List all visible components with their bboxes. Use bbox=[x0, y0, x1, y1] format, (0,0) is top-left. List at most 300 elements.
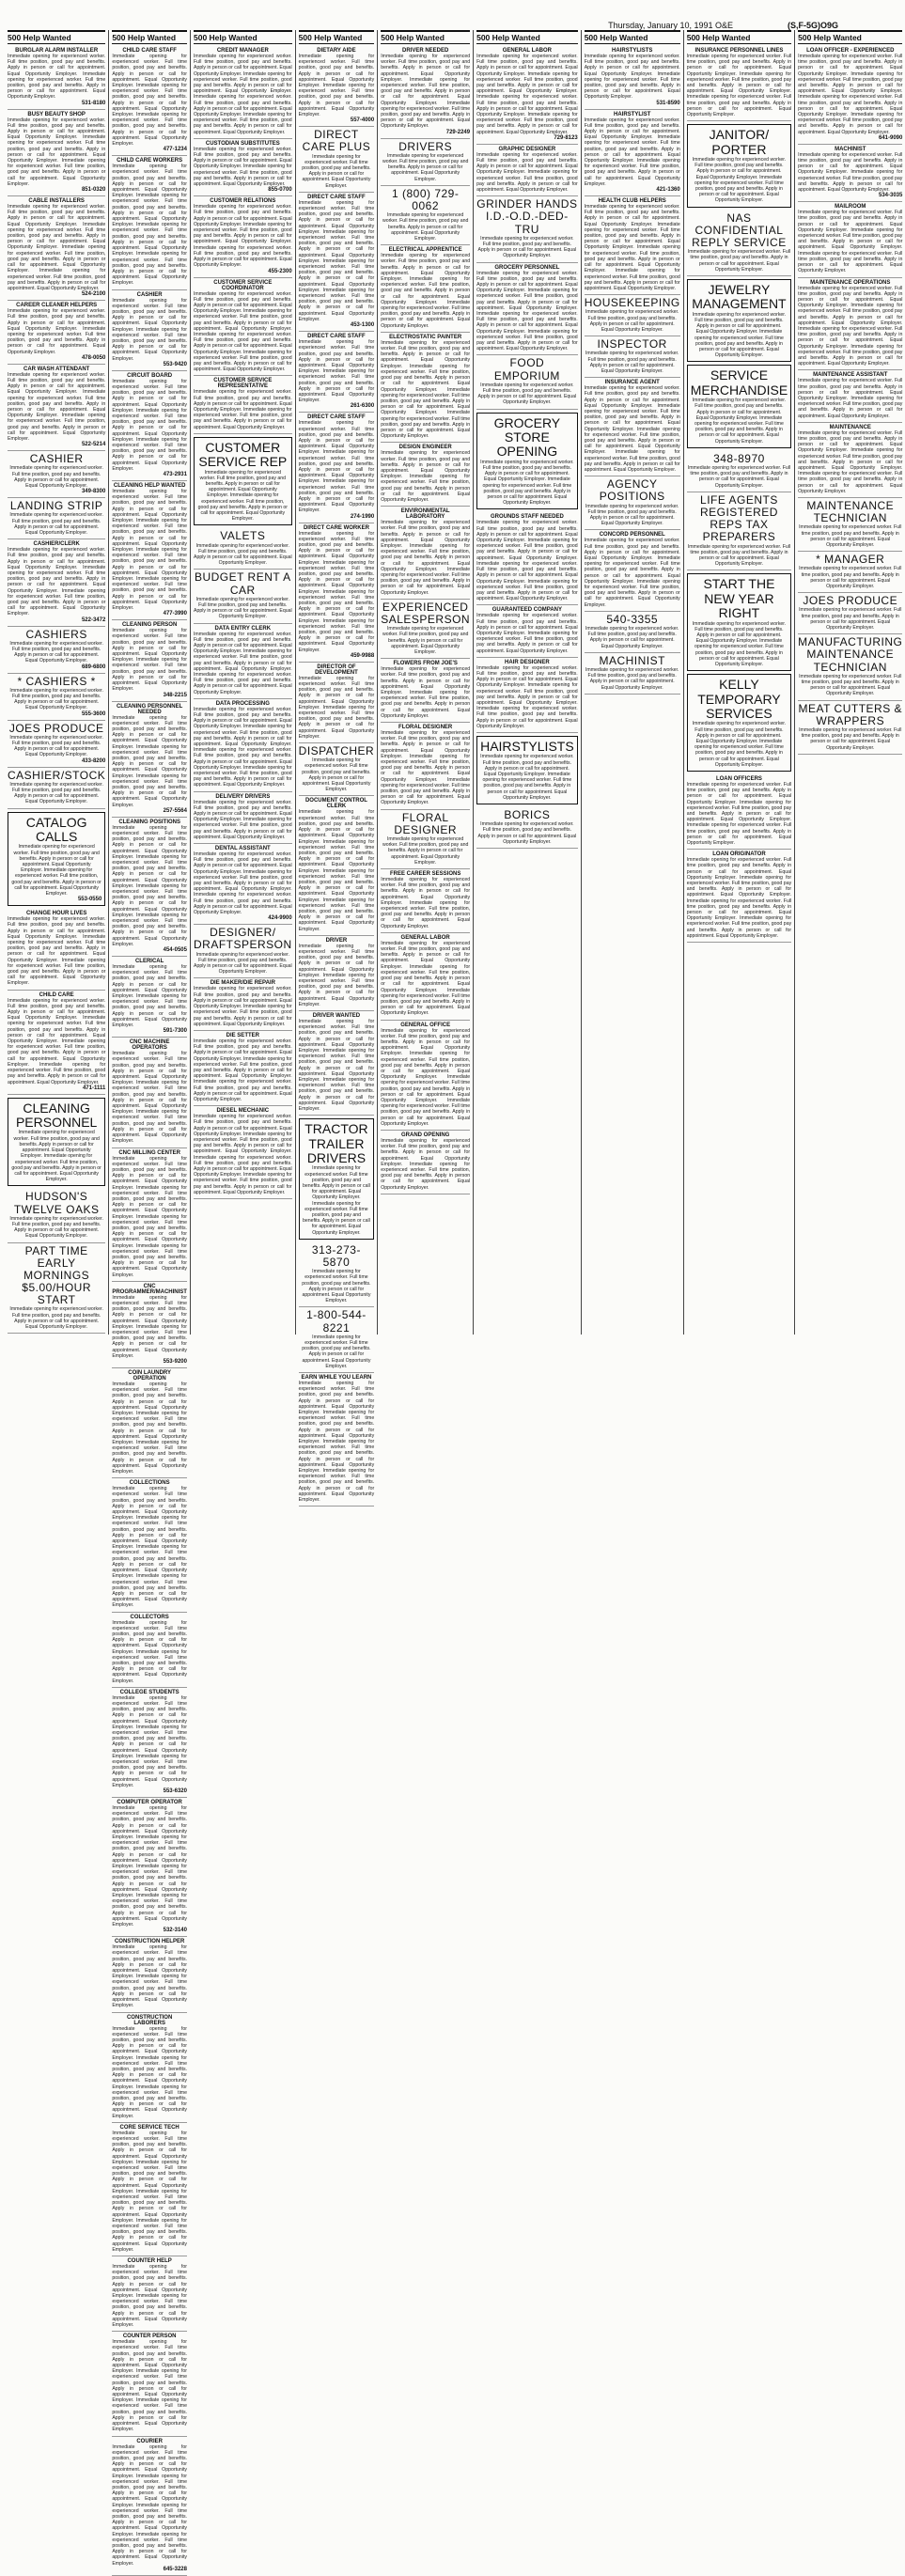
classified-ad bbox=[381, 723, 470, 810]
ad-body-text: Immediate opening for experienced worker. Full time position, good pay and benefits. Apply in person or call for appointment. Equal Opportunity Employer. Immediate opening for experienced worker. Full time position, good pay and benefits. Apply in person or call for appointment. Equal Opportunity Employer. bbox=[692, 721, 787, 768]
ad-body-text: Immediate opening for experienced worker. Full time position, good pay and benefits. Apply in person or call for appointment. Equal Opportunity Employer. Immediate opening for experienced worker. Full time position, good pay and benefits. Apply in person or call for appointment. Equal Opportunity Employer. Immediate opening for experienced worker. Full time position, good pay and benefits. Apply in person or call for appointment. Equal Opportunity Employer. Immediate opening for experienced worker. Full time position, good pay and benefits. Apply in person or call for appointment. Equal Opportunity Employer. bbox=[193, 706, 292, 788]
ad-heading: COLLEGE STUDENTS bbox=[119, 1689, 179, 1695]
ad-body-text: Immediate opening for experienced worker. Full time position, good pay and benefits. Apply in person or call for appointment. Equal Opportunity Employer. Immediate opening for experienced worker. Full time position, good pay and benefits. Apply in person or call for appointment. Equal Opportunity Employer. bbox=[112, 1619, 187, 1684]
ad-heading: DELIVERY DRIVERS bbox=[215, 793, 271, 800]
ad-body-text: Immediate opening for experienced worker. Full time position, good pay and benefits. Apply in person or call for appointment. Equal Opportunity Employer. Immediate opening for experienced worker. Full time position, good pay and benefits. Apply in person or call for appointment. Equal Opportunity Employer. Immediate opening for experienced worker. Full time position, good pay and benefits. Apply in person or call for appointment. Equal Opportunity Employer. Immediate opening for experienced worker. Full time position, good pay and benefits. Apply in person or call for appointment. Equal Opportunity Employer. bbox=[112, 824, 187, 947]
ad-heading: DIRECT CARE STAFF bbox=[307, 414, 366, 421]
ad-heading: MAINTENANCE TECHNICIAN bbox=[806, 499, 895, 525]
ad-body-text: Immediate opening for experienced worker. Full time position, good pay and benefits. Apply in person or call for appointment. Equal Opportunity Employer. Immediate opening for experienced worker. Full time position, good pay and benefits. Apply in person or call for appointment. Equal Opportunity Employer. bbox=[112, 964, 187, 1029]
classified-ad bbox=[299, 193, 375, 332]
ad-heading: INSPECTOR bbox=[597, 337, 667, 351]
ad-body-text: Immediate opening for experienced worker. Full time position, good pay and benefits. Apply in person or call for appointment. Equal Opportunity Employer. Immediate opening for experienced worker. Full time position, good pay and benefits. Apply in person or call for appointment. Equal Opportunity Employer. bbox=[8, 54, 106, 101]
ad-body-text: Immediate opening for experienced worker. Full time position, good pay and benefits. Apply in person or call for appointment. Equal Opportunity Employer. bbox=[382, 626, 469, 655]
classified-ad bbox=[194, 925, 292, 978]
ad-heading: HAIR DESIGNER bbox=[505, 659, 550, 665]
ad-phone: 689-6800 bbox=[81, 664, 106, 670]
ad-heading: CUSTOMER SERVICE REPRESENTATIVE bbox=[213, 378, 273, 390]
ad-body-text: Immediate opening for experienced worker. Full time position, good pay and benefits. Apply in person or call for appointment. Equal Opportunity Employer. bbox=[477, 382, 577, 406]
ad-heading: BORICS bbox=[504, 807, 551, 821]
ad-heading: COLLECTIONS bbox=[129, 1480, 170, 1487]
ad-heading: PART TIME EARLY MORNINGS $5.00/HOUR START bbox=[22, 1243, 91, 1307]
classified-ad bbox=[8, 768, 105, 809]
ad-body-text: Immediate opening for experienced worker. Full time position, good pay and benefits. Apply in person or call for appointment. Equal Opportunity Employer. Immediate opening for experienced worker. Full time position, good pay and benefits. Apply in person or call for appointment. Equal Opportunity Employer. bbox=[193, 146, 292, 188]
ad-heading: DIE MAKER/DIE REPAIR bbox=[210, 980, 275, 987]
ad-body-text: Immediate opening for experienced worker. Full time position, good pay and benefits. Apply in person or call for appointment. Equal Opportunity Employer. Immediate opening for experienced worker. Full time position, good pay and benefits. Apply in person or call for appointment. Equal Opportunity Employer. Immediate opening for experienced worker. Full time position, good pay and benefits. Apply in person or call for appointment. Equal Opportunity Employer. bbox=[381, 940, 471, 1017]
classified-ad bbox=[299, 1373, 375, 1507]
ad-heading: MAINTENANCE bbox=[829, 424, 871, 430]
ad-body-text: Immediate opening for experienced worker. Full time position, good pay and benefits. Apply in person or call for appointment. Equal Opportunity Employer. bbox=[193, 596, 292, 620]
ad-body-text: Immediate opening for experienced worker. Full time position, good pay and benefits. Apply in person or call for appointment. Equal Opportunity Employer. Immediate opening for experienced worker. Full time position, good pay and benefits. Apply in person or call for appointment. Equal Opportunity Employer. bbox=[798, 151, 903, 194]
ad-body-text: Immediate opening for experienced worker. Full time position, good pay and benefits. Apply in person or call for appointment. Equal Opportunity Employer. Immediate opening for experienced worker. Full time position, good pay and benefits. Apply in person or call for appointment. Equal Opportunity Employer. bbox=[303, 1165, 370, 1236]
ad-heading: MACHINIST bbox=[835, 146, 866, 152]
ad-body-text: Immediate opening for experienced worker. Full time position, good pay and benefits. Apply in person or call for appointment. Equal Opportunity Employer. Immediate opening for experienced worker. Full time position, good pay and benefits. Apply in person or call for appointment. Equal Opportunity Employer. Immediate opening for experienced worker. Full time position, good pay and benefits. Apply in person or call for appointment. Equal Opportunity Employer. Immediate opening for experienced worker. Full time position, good pay and benefits. Apply in person or call for appointment. Equal Opportunity Employer. bbox=[686, 857, 792, 939]
ad-phone: 524-2100 bbox=[81, 291, 106, 298]
ad-heading: 1 (800) 729-0062 bbox=[391, 186, 460, 213]
ad-body-text: Immediate opening for experienced worker. Full time position, good pay and benefits. Apply in person or call for appointment. Equal Opportunity Employer. bbox=[799, 566, 902, 589]
ad-heading: KELLY TEMPORARY SERVICES bbox=[697, 677, 781, 721]
ad-body-text: Immediate opening for experienced worker. Full time position, good pay and benefits. Apply in person or call for appointment. Equal Opportunity Employer. Immediate opening for experienced worker. Full time position, good pay and benefits. Apply in person or call for appointment. Equal Opportunity Employer. Immediate opening for experienced worker. Full time position, good pay and benefits. Apply in person or call for appointment. Equal Opportunity Employer. Immediate opening for experienced worker. Full time position, good pay and benefits. Apply in person or call for appointment. Equal Opportunity Employer. bbox=[193, 290, 292, 373]
ad-heading: HAIRSTYLISTS bbox=[480, 738, 574, 754]
ad-body-text: Immediate opening for experienced worker. Full time position, good pay and benefits. Apply in person or call for appointment. Equal Opportunity Employer. bbox=[799, 726, 902, 751]
ad-heading: CIRCUIT BOARD bbox=[127, 372, 173, 379]
ad-column-2 bbox=[108, 30, 190, 2572]
classified-ad bbox=[194, 699, 292, 792]
classified-ad bbox=[8, 498, 105, 539]
ad-body-text: Immediate opening for experienced worker. Full time position, good pay and benefits. Apply in person or call for appointment. Equal Opportunity Employer. Immediate opening for experienced worker. Full time position, good pay and benefits. Apply in person or call for appointment. Equal Opportunity Employer. bbox=[298, 54, 375, 118]
ad-phone: 641-9090 bbox=[878, 134, 903, 141]
classified-ad bbox=[112, 1148, 187, 1282]
classified-ad bbox=[798, 278, 902, 371]
classified-ad bbox=[299, 1011, 375, 1116]
ad-heading: CNC MILLING CENTER bbox=[118, 1149, 180, 1156]
ad-phone: 421-1360 bbox=[656, 187, 680, 194]
ad-body-text: Immediate opening for experienced worker. Full time position, good pay and benefits. Apply in person or call for appointment. Equal Opportunity Employer. Immediate opening for experienced worker. Full time position, good pay and benefits. Apply in person or call for appointment. Equal Opportunity Employer. bbox=[112, 1944, 187, 2009]
ad-heading: LOAN ORIGINATOR bbox=[712, 851, 766, 858]
ad-heading: CREDIT MANAGER bbox=[216, 48, 269, 54]
ad-phone: 531-8180 bbox=[81, 100, 106, 106]
classified-ad bbox=[8, 627, 105, 674]
classified-ad bbox=[585, 612, 680, 653]
classified-ad bbox=[8, 365, 105, 451]
ad-body-text: Immediate opening for experienced worker. Full time position, good pay and benefits. Apply in person or call for appointment. Equal Opportunity Employer. Immediate opening for experienced worker. Full time position, good pay and benefits. Apply in person or call for appointment. Equal Opportunity Employer. bbox=[193, 389, 292, 430]
ad-body-text: Immediate opening for experienced worker. Full time position, good pay and benefits. Apply in person or call for appointment. Equal Opportunity Employer. Immediate opening for experienced worker. Full time position, good pay and benefits. Apply in person or call for appointment. Equal Opportunity Employer. Immediate opening for experienced worker. Full time position, good pay and benefits. Apply in person or call for appointment. Equal Opportunity Employer. Immediate opening for experienced worker. Full time position, good pay and benefits. Apply in person or call for appointment. Equal Opportunity Employer. bbox=[798, 54, 903, 135]
ad-body-text: Immediate opening for experienced worker. Full time position, good pay and benefits. Apply in person or call for appointment. Equal Opportunity Employer. bbox=[585, 309, 679, 333]
ad-heading: CHILD CARE STAFF bbox=[122, 48, 177, 54]
ad-heading: COUNTER HELP bbox=[127, 2258, 172, 2265]
classified-ad bbox=[381, 869, 470, 933]
classified-ad bbox=[798, 423, 902, 498]
ad-body-text: Immediate opening for experienced worker. Full time position, good pay and benefits. Apply in person or call for appointment. Equal Opportunity Employer. Immediate opening for experienced worker. Full time position, good pay and benefits. Apply in person or call for appointment. Equal Opportunity Employer. Immediate opening for experienced worker. Full time position, good pay and benefits. Apply in person or call for appointment. Equal Opportunity Employer. Immediate opening for experienced worker. Full time position, good pay and benefits. Apply in person or call for appointment. Equal Opportunity Employer. bbox=[112, 1155, 187, 1278]
ad-body-text: Immediate opening for experienced worker. Full time position, good pay and benefits. Apply in person or call for appointment. Equal Opportunity Employer. Immediate opening for experienced worker. Full time position, good pay and benefits. Apply in person or call for appointment. Equal Opportunity Employer. bbox=[112, 628, 187, 693]
classified-ad bbox=[112, 1368, 187, 1478]
classified-ad bbox=[687, 451, 791, 492]
ad-heading: DRIVERS bbox=[398, 139, 453, 153]
ad-column-5 bbox=[377, 30, 473, 1335]
classified-ad bbox=[299, 127, 375, 193]
classified-ad bbox=[585, 46, 680, 110]
ad-heading: JEWELRY MANAGEMENT bbox=[692, 282, 787, 312]
classified-ad bbox=[299, 936, 375, 1011]
ad-body-text: Immediate opening for experienced worker. Full time position, good pay and benefits. Apply in person or call for appointment. Equal Opportunity Employer. Immediate opening for experienced worker. Full time position, good pay and benefits. Apply in person or call for appointment. Equal Opportunity Employer. Immediate opening for experienced worker. Full time position, good pay and benefits. Apply in person or call for appointment. Equal Opportunity Employer. Immediate opening for experienced worker. Full time position, good pay and benefits. Apply in person or call for appointment. Equal Opportunity Employer. bbox=[112, 2130, 187, 2253]
ad-heading: CASHIERS bbox=[25, 627, 87, 641]
ad-heading: FLORAL DESIGNER bbox=[398, 725, 453, 731]
ad-phone: 453-1300 bbox=[350, 322, 375, 329]
ad-body-text: Immediate opening for experienced worker. Full time position, good pay and benefits. Apply in person or call for appointment. Equal Opportunity Employer. Immediate opening for experienced worker. Full time position, good pay and benefits. Apply in person or call for appointment. Equal Opportunity Employer. bbox=[381, 450, 471, 503]
column-heading: 500 Help Wanted bbox=[299, 30, 375, 44]
classified-ad bbox=[476, 736, 578, 804]
ad-heading: JOES PRODUCE bbox=[803, 594, 898, 608]
classified-ad bbox=[299, 796, 375, 935]
ad-body-text: Immediate opening for experienced worker. Full time position, good pay and benefits. Apply in person or call for appointment. Equal Opportunity Employer. bbox=[585, 666, 679, 691]
ad-body-text: Immediate opening for experienced worker. Full time position, good pay and benefits. Apply in person or call for appointment. Equal Opportunity Employer. Immediate opening for experienced worker. Full time position, good pay and benefits. Apply in person or call for appointment. Equal Opportunity Employer. Immediate opening for experienced worker. Full time position, good pay and benefits. Apply in person or call for appointment. Equal Opportunity Employer. bbox=[798, 210, 903, 274]
column-heading: 500 Help Wanted bbox=[8, 30, 105, 44]
ad-heading: COMPUTER OPERATOR bbox=[117, 1800, 182, 1805]
classified-ad bbox=[194, 139, 292, 196]
ad-phone: 454-0505 bbox=[163, 947, 187, 954]
ad-body-text: Immediate opening for experienced worker. Full time position, good pay and benefits. Apply in person or call for appointment. Equal Opportunity Employer. Immediate opening for experienced worker. Full time position, good pay and benefits. Apply in person or call for appointment. Equal Opportunity Employer. Immediate opening for experienced worker. Full time position, good pay and benefits. Apply in person or call for appointment. Equal Opportunity Employer. bbox=[112, 1051, 187, 1145]
classified-ad bbox=[112, 2013, 187, 2123]
ad-body-text: Immediate opening for experienced worker. Full time position, good pay and benefits. Apply in person or call for appointment. Equal Opportunity Employer. Immediate opening for experienced worker. Full time position, good pay and benefits. Apply in person or call for appointment. Equal Opportunity Employer. bbox=[8, 308, 106, 355]
ad-heading: MEAT CUTTERS & WRAPPERS bbox=[798, 701, 903, 727]
ad-body-text: Immediate opening for experienced worker. Full time position, good pay and benefits. Apply in person or call for appointment. Equal Opportunity Employer. Immediate opening for experienced worker. Full time position, good pay and benefits. Apply in person or call for appointment. Equal Opportunity Employer. bbox=[112, 1294, 187, 1359]
ad-body-text: Immediate opening for experienced worker. Full time position, good pay and benefits. Apply in person or call for appointment. Equal Opportunity Employer. bbox=[9, 687, 103, 711]
ad-body-text: Immediate opening for experienced worker. Full time position, good pay and benefits. Apply in person or call for appointment. Equal Opportunity Employer. Immediate opening for experienced worker. Full time position, good pay and benefits. Apply in person or call for appointment. Equal Opportunity Employer. bbox=[193, 986, 292, 1027]
classified-ad bbox=[8, 674, 105, 721]
ad-heading: ENVIRONMENTAL LABORATORY bbox=[400, 508, 450, 521]
ad-heading: MAINTENANCE ASSISTANT bbox=[813, 372, 888, 379]
ad-body-text: Immediate opening for experienced worker. Full time position, good pay and benefits. Apply in person or call for appointment. Equal Opportunity Employer. Immediate opening for experienced worker. Full time position, good pay and benefits. Apply in person or call for appointment. Equal Opportunity Employer. bbox=[480, 459, 574, 507]
classified-ad bbox=[194, 278, 292, 377]
classified-ad bbox=[112, 1688, 187, 1798]
ad-body-text: Immediate opening for experienced worker. Full time position, good pay and benefits. Apply in person or call for appointment. Equal Opportunity Employer. Immediate opening for experienced worker. Full time position, good pay and benefits. Apply in person or call for appointment. Equal Opportunity Employer. Immediate opening for experienced worker. Full time position, good pay and benefits. Apply in person or call for appointment. Equal Opportunity Employer. Immediate opening for experienced worker. Full time position, good pay and benefits. Apply in person or call for appointment. Equal Opportunity Employer. bbox=[584, 385, 680, 473]
ad-heading: * MANAGER bbox=[816, 553, 885, 567]
ad-heading: CAR WASH ATTENDANT bbox=[23, 366, 90, 372]
ad-heading: DRIVER bbox=[325, 937, 348, 944]
ad-heading: DIE SETTER bbox=[226, 1032, 259, 1038]
ad-body-text: Immediate opening for experienced worker. Full time position, good pay and benefits. Apply in person or call for appointment. Equal Opportunity Employer. Immediate opening for experienced worker. Full time position, good pay and benefits. Apply in person or call for appointment. Equal Opportunity Employer. Immediate opening for experienced worker. Full time position, good pay and benefits. Apply in person or call for appointment. Equal Opportunity Employer. bbox=[8, 547, 106, 617]
classified-ad bbox=[381, 507, 470, 600]
ad-body-text: Immediate opening for experienced worker. Full time position, good pay and benefits. Apply in person or call for appointment. Equal Opportunity Employer. Immediate opening for experienced worker. Full time position, good pay and benefits. Apply in person or call for appointment. Equal Opportunity Employer. Immediate opening for experienced worker. Full time position, good pay and benefits. Apply in person or call for appointment. Equal Opportunity Employer. bbox=[381, 730, 471, 806]
ad-heading: GRAND OPENING bbox=[400, 1132, 450, 1138]
ad-phone: 477-3990 bbox=[163, 611, 187, 617]
ad-column-8 bbox=[683, 30, 794, 1335]
ad-heading: HEALTH CLUB HELPERS bbox=[598, 198, 666, 205]
ad-heading: CASHIER bbox=[29, 452, 84, 466]
ad-body-text: Immediate opening for experienced worker. Full time position, good pay and benefits. Apply in person or call for appointment. Equal Opportunity Employer. Immediate opening for experienced worker. Full time position, good pay and benefits. Apply in person or call for appointment. Equal Opportunity Employer. Immediate opening for experienced worker. Full time position, good pay and benefits. Apply in person or call for appointment. Equal Opportunity Employer. bbox=[8, 371, 106, 442]
ad-body-text: Immediate opening for experienced worker. Full time position, good pay and benefits. Apply in person or call for appointment. Equal Opportunity Employer. Immediate opening for experienced worker. Full time position, good pay and benefits. Apply in person or call for appointment. Equal Opportunity Employer. bbox=[381, 666, 471, 719]
ad-column-6 bbox=[473, 30, 581, 1335]
classified-ad bbox=[381, 600, 470, 659]
ad-body-text: Immediate opening for experienced worker. Full time position, good pay and benefits. Apply in person or call for appointment. Equal Opportunity Employer. bbox=[585, 503, 679, 527]
ad-phone: 553-9200 bbox=[163, 1359, 187, 1365]
classified-ad bbox=[798, 593, 902, 634]
classified-ad bbox=[476, 512, 578, 605]
ad-heading: DIESEL MECHANIC bbox=[216, 1108, 270, 1115]
columns-container bbox=[5, 30, 903, 2572]
classified-ad bbox=[8, 1098, 105, 1187]
ad-heading: DATA PROCESSING bbox=[215, 700, 270, 707]
ad-body-text: Immediate opening for experienced worker. Full time position, good pay and benefits. Apply in person or call for appointment. Equal Opportunity Employer. bbox=[193, 951, 292, 976]
ad-heading: DRIVER NEEDED bbox=[401, 48, 449, 54]
classified-ad bbox=[194, 46, 292, 139]
ad-phone: 553-6320 bbox=[163, 1788, 187, 1794]
classified-ad bbox=[476, 145, 578, 196]
classified-ad bbox=[299, 743, 375, 796]
ad-heading: 1-800-544-8221 bbox=[306, 1308, 367, 1335]
ad-heading: HOUSEKEEPING bbox=[584, 296, 680, 310]
classified-ad bbox=[194, 376, 292, 433]
classified-ad bbox=[112, 1282, 187, 1368]
ad-phone: 471-1111 bbox=[82, 1085, 106, 1091]
classified-ad bbox=[194, 844, 292, 925]
ad-heading: CHILD CARE bbox=[39, 991, 74, 998]
classified-ad bbox=[687, 365, 791, 447]
ad-heading: DIRECT CARE WORKER bbox=[303, 524, 369, 531]
classified-ad bbox=[687, 492, 791, 571]
ad-body-text: Immediate opening for experienced worker. Full time position, good pay and benefits. Apply in person or call for appointment. Equal Opportunity Employer. Immediate opening for experienced worker. Full time position, good pay and benefits. Apply in person or call for appointment. Equal Opportunity Employer. Immediate opening for experienced worker. Full time position, good pay and benefits. Apply in person or call for appointment. Equal Opportunity Employer. bbox=[112, 2339, 187, 2433]
ad-body-text: Immediate opening for experienced worker. Full time position, good pay and benefits. Apply in person or call for appointment. Equal Opportunity Employer. Immediate opening for experienced worker. Full time position, good pay and benefits. Apply in person or call for appointment. Equal Opportunity Employer. Immediate opening for experienced worker. Full time position, good pay and benefits. Apply in person or call for appointment. Equal Opportunity Employer. bbox=[686, 781, 792, 847]
classified-ad bbox=[687, 573, 791, 671]
ad-phone: 348-2215 bbox=[163, 692, 187, 698]
classified-ad bbox=[112, 156, 187, 289]
classified-ad bbox=[476, 46, 578, 145]
classified-ad bbox=[381, 659, 470, 723]
ad-heading: CLEANING PERSONNEL NEEDED bbox=[116, 703, 183, 715]
ad-body-text: Immediate opening for experienced worker. Full time position, good pay and benefits. Apply in person or call for appointment. Equal Opportunity Employer. Immediate opening for experienced worker. Full time position, good pay and benefits. Apply in person or call for appointment. Equal Opportunity Employer. Immediate opening for experienced worker. Full time position, good pay and benefits. Apply in person or call for appointment. Equal Opportunity Employer. bbox=[381, 520, 471, 596]
ad-body-text: Immediate opening for experienced worker. Full time position, good pay and benefits. Apply in person or call for appointment. Equal Opportunity Employer. Immediate opening for experienced worker. Full time position, good pay and benefits. Apply in person or call for appointment. Equal Opportunity Employer. Immediate opening for experienced worker. Full time position, good pay and benefits. Apply in person or call for appointment. Equal Opportunity Employer. Immediate opening for experienced worker. Full time position, good pay and benefits. Apply in person or call for appointment. Equal Opportunity Employer. bbox=[476, 520, 578, 602]
ad-column-9 bbox=[794, 30, 905, 1335]
ad-phone: 553-0550 bbox=[77, 897, 102, 903]
classified-ad bbox=[585, 530, 680, 611]
ad-heading: CLEANING PERSON bbox=[121, 622, 178, 629]
classified-ad bbox=[112, 290, 187, 371]
ad-heading: CHILD CARE WORKERS bbox=[117, 158, 183, 164]
classified-ad bbox=[8, 812, 105, 907]
classified-ad bbox=[194, 624, 292, 699]
ad-heading: CONSTRUCTION HELPER bbox=[114, 1939, 185, 1945]
ad-body-text: Immediate opening for experienced worker. Full time position, good pay and benefits. Apply in person or call for appointment. Equal Opportunity Employer. Immediate opening for experienced worker. Full time position, good pay and benefits. Apply in person or call for appointment. Equal Opportunity Employer. bbox=[112, 2264, 187, 2329]
ad-body-text: Immediate opening for experienced worker. Full time position, good pay and benefits. Apply in person or call for appointment. Equal Opportunity Employer. Immediate opening for experienced worker. Full time position, good pay and benefits. Apply in person or call for appointment. Equal Opportunity Employer. bbox=[193, 799, 292, 840]
ad-heading: COIN LAUNDRY OPERATION bbox=[128, 1370, 172, 1382]
ad-heading: CORE SERVICE TECH bbox=[119, 2124, 179, 2131]
classified-ad bbox=[299, 523, 375, 663]
ad-body-text: Immediate opening for experienced worker. Full time position, good pay and benefits. Apply in person or call for appointment. Equal Opportunity Employer. bbox=[302, 757, 371, 793]
ad-heading: GROUNDS STAFF NEEDED bbox=[490, 514, 564, 521]
ad-body-text: Immediate opening for experienced worker. Full time position, good pay and benefits. Apply in person or call for appointment. Equal Opportunity Employer. bbox=[799, 524, 902, 548]
ad-heading: TRACTOR TRAILER DRIVERS bbox=[304, 1121, 368, 1166]
ad-heading: LANDING STRIP bbox=[9, 499, 103, 513]
ad-heading: MAILROOM bbox=[835, 204, 866, 211]
ad-body-text: Immediate opening for experienced worker. Full time position, good pay and benefits. Apply in person or call for appointment. Equal Opportunity Employer. Immediate opening for experienced worker. Full time position, good pay and benefits. Apply in person or call for appointment. Equal Opportunity Employer. Immediate opening for experienced worker. Full time position, good pay and benefits. Apply in person or call for appointment. Equal Opportunity Employer. Immediate opening for experienced worker. Full time position, good pay and benefits. Apply in person or call for appointment. Equal Opportunity Employer. bbox=[798, 285, 903, 367]
ad-body-text: Immediate opening for experienced worker. Full time position, good pay and benefits. Apply in person or call for appointment. Equal Opportunity Employer. bbox=[799, 607, 902, 631]
classified-ad bbox=[798, 634, 902, 700]
ad-heading: SERVICE MERCHANDISE bbox=[690, 367, 788, 398]
ad-heading: DRIVER WANTED bbox=[312, 1012, 361, 1019]
classified-ad bbox=[8, 1189, 105, 1242]
ad-heading: CAREER CLEANER HELPERS bbox=[16, 303, 98, 309]
classified-ad bbox=[112, 1038, 187, 1147]
classified-ad bbox=[381, 186, 470, 245]
classified-ad bbox=[112, 1937, 187, 2012]
classified-ad bbox=[112, 2437, 187, 2576]
ad-body-text: Immediate opening for experienced worker. Full time position, good pay and benefits. Apply in person or call for appointment. Equal Opportunity Employer. Immediate opening for experienced worker. Full time position, good pay and benefits. Apply in person or call for appointment. Equal Opportunity Employer. Immediate opening for experienced worker. Full time position, good pay and benefits. Apply in person or call for appointment. Equal Opportunity Employer. bbox=[193, 1038, 292, 1102]
classified-ad bbox=[112, 818, 187, 957]
ad-body-text: Immediate opening for experienced worker. Full time position, good pay and benefits. Apply in person or call for appointment. Equal Opportunity Employer. Immediate opening for experienced worker. Full time position, good pay and benefits. Apply in person or call for appointment. Equal Opportunity Employer. Immediate opening for experienced worker. Full time position, good pay and benefits. Apply in person or call for appointment. Equal Opportunity Employer. Immediate opening for experienced worker. Full time position, good pay and benefits. Apply in person or call for appointment. Equal Opportunity Employer. bbox=[381, 339, 471, 440]
ad-body-text: Immediate opening for experienced worker. Full time position, good pay and benefits. Apply in person or call for appointment. Equal Opportunity Employer. Immediate opening for experienced worker. Full time position, good pay and benefits. Apply in person or call for appointment. Equal Opportunity Employer. Immediate opening for experienced worker. Full time position, good pay and benefits. Apply in person or call for appointment. Equal Opportunity Employer. Immediate opening for experienced worker. Full time position, good pay and benefits. Apply in person or call for appointment. Equal Opportunity Employer. bbox=[381, 1027, 471, 1127]
ad-body-text: Immediate opening for experienced worker. Full time position, good pay and benefits. Apply in person or call for appointment. Equal Opportunity Employer. bbox=[477, 235, 577, 259]
ad-body-text: Immediate opening for experienced worker. Full time position, good pay and benefits. Apply in person or call for appointment. Equal Opportunity Employer. Immediate opening for experienced worker. Full time position, good pay and benefits. Apply in person or call for appointment. Equal Opportunity Employer. Immediate opening for experienced worker. Full time position, good pay and benefits. Apply in person or call for appointment. Equal Opportunity Employer. bbox=[112, 54, 187, 148]
ad-phone: 257-5564 bbox=[163, 807, 187, 814]
classified-ad bbox=[687, 774, 791, 850]
ad-heading: DISPATCHER bbox=[298, 744, 375, 758]
classified-ad bbox=[194, 1106, 292, 1199]
ad-heading: * CASHIERS * bbox=[17, 674, 96, 688]
ad-heading: LOAN OFFICER - EXPERIENCED bbox=[806, 48, 895, 54]
ad-body-text: Immediate opening for experienced worker. Full time position, good pay and benefits. Apply in person or call for appointment. Equal Opportunity Employer. bbox=[9, 734, 103, 758]
ad-body-text: Immediate opening for experienced worker. Full time position, good pay and benefits. Apply in person or call for appointment. Equal Opportunity Employer. Immediate opening for experienced worker. Full time position, good pay and benefits. Apply in person or call for appointment. Equal Opportunity Employer. Immediate opening for experienced worker. Full time position, good pay and benefits. Apply in person or call for appointment. Equal Opportunity Employer. bbox=[193, 631, 292, 695]
classified-ad bbox=[585, 476, 680, 530]
ad-body-text: Immediate opening for experienced worker. Full time position, good pay and benefits. Apply in person or call for appointment. Equal Opportunity Employer. bbox=[9, 640, 103, 664]
ad-phone: 473-2931 bbox=[163, 472, 187, 477]
ad-heading: START THE NEW YEAR RIGHT bbox=[703, 576, 775, 621]
classified-ad bbox=[687, 211, 791, 276]
ad-body-text: Immediate opening for experienced worker. Full time position, good pay and benefits. Apply in person or call for appointment. Equal Opportunity Employer. bbox=[302, 1269, 371, 1304]
classified-ad bbox=[798, 498, 902, 552]
ad-heading: GUARANTEED COMPANY bbox=[492, 607, 562, 614]
ad-heading: CONSTRUCTION LABORERS bbox=[126, 2014, 173, 2026]
ad-heading: LOAN OFFICERS bbox=[715, 775, 762, 782]
classified-ad bbox=[299, 413, 375, 523]
ad-body-text: Immediate opening for experienced worker. Full time position, good pay and benefits. Apply in person or call for appointment. Equal Opportunity Employer. bbox=[9, 465, 103, 489]
ad-body-text: Immediate opening for experienced worker. Full time position, good pay and benefits. Apply in person or call for appointment. Equal Opportunity Employer. Immediate opening for experienced worker. Full time position, good pay and benefits. Apply in person or call for appointment. Equal Opportunity Employer. Immediate opening for experienced worker. Full time position, good pay and benefits. Apply in person or call for appointment. Equal Opportunity Employer. Immediate opening for experienced worker. Full time position, good pay and benefits. Apply in person or call for appointment. Equal Opportunity Employer. bbox=[8, 204, 106, 291]
ad-body-text: Immediate opening for experienced worker. Full time position, good pay and benefits. Apply in person or call for appointment. Equal Opportunity Employer. Immediate opening for experienced worker. Full time position, good pay and benefits. Apply in person or call for appointment. Equal Opportunity Employer. bbox=[584, 54, 680, 101]
ad-heading: FREE CAREER SESSIONS bbox=[389, 871, 461, 878]
ad-body-text: Immediate opening for experienced worker. Full time position, good pay and benefits. Apply in person or call for appointment. Equal Opportunity Employer. Immediate opening for experienced worker. Full time position, good pay and benefits. Apply in person or call for appointment. Equal Opportunity Employer. Immediate opening for experienced worker. Full time position, good pay and benefits. Apply in person or call for appointment. Equal Opportunity Employer. bbox=[686, 54, 792, 118]
ad-body-text: Immediate opening for experienced worker. Full time position, good pay and benefits. Apply in person or call for appointment. Equal Opportunity Employer. bbox=[9, 512, 103, 536]
ad-body-text: Immediate opening for experienced worker. Full time position, good pay and benefits. Apply in person or call for appointment. Equal Opportunity Employer. Immediate opening for experienced worker. Full time position, good pay and benefits. Apply in person or call for appointment. Equal Opportunity Employer. Immediate opening for experienced worker. Full time position, good pay and benefits. Apply in person or call for appointment. Equal Opportunity Employer. bbox=[298, 1018, 375, 1113]
classified-ad bbox=[299, 1242, 375, 1308]
ad-body-text: Immediate opening for experienced worker. Full time position, good pay and benefits. Apply in person or call for appointment. Equal Opportunity Employer. Immediate opening for experienced worker. Full time position, good pay and benefits. Apply in person or call for appointment. Equal Opportunity Employer. bbox=[11, 844, 101, 898]
ad-heading: MAINTENANCE OPERATIONS bbox=[810, 279, 891, 286]
classified-ad bbox=[476, 807, 578, 849]
ad-heading: DOCUMENT CONTROL CLERK bbox=[304, 798, 367, 810]
ad-body-text: Immediate opening for experienced worker. Full time position, good pay and benefits. Apply in person or call for appointment. Equal Opportunity Employer. Immediate opening for experienced worker. Full time position, good pay and benefits. Apply in person or call for appointment. Equal Opportunity Employer. Immediate opening for experienced worker. Full time position, good pay and benefits. Apply in person or call for appointment. Equal Opportunity Employer. Immediate opening for experienced worker. Full time position, good pay and benefits. Apply in person or call for appointment. Equal Opportunity Employer. bbox=[8, 997, 106, 1085]
ad-body-text: Immediate opening for experienced worker. Full time position, good pay and benefits. Apply in person or call for appointment. Equal Opportunity Employer. Immediate opening for experienced worker. Full time position, good pay and benefits. Apply in person or call for appointment. Equal Opportunity Employer. bbox=[197, 469, 289, 523]
ad-phone: 455-2300 bbox=[268, 268, 292, 274]
ad-heading: CLERICAL bbox=[134, 959, 164, 965]
ad-body-text: Immediate opening for experienced worker. Full time position, good pay and benefits. Apply in person or call for appointment. Equal Opportunity Employer. bbox=[382, 152, 469, 182]
ad-body-text: Immediate opening for experienced worker. Full time position, good pay and benefits. Apply in person or call for appointment. Equal Opportunity Employer. bbox=[687, 465, 791, 489]
ad-body-text: Immediate opening for experienced worker. Full time position, good pay and benefits. Apply in person or call for appointment. Equal Opportunity Employer. Immediate opening for experienced worker. Full time position, good pay and benefits. Apply in person or call for appointment. Equal Opportunity Employer. Immediate opening for experienced worker. Full time position, good pay and benefits. Apply in person or call for appointment. Equal Opportunity Employer. bbox=[476, 664, 578, 729]
classified-ad bbox=[112, 481, 187, 620]
classified-ad bbox=[112, 1478, 187, 1612]
ad-body-text: Immediate opening for experienced worker. Full time position, good pay and benefits. Apply in person or call for appointment. Equal Opportunity Employer. bbox=[9, 1306, 103, 1331]
ad-body-text: Immediate opening for experienced worker. Full time position, good pay and benefits. Apply in person or call for appointment. Equal Opportunity Employer. Immediate opening for experienced worker. Full time position, good pay and benefits. Apply in person or call for appointment. Equal Opportunity Employer. bbox=[692, 157, 787, 204]
ad-body-text: Immediate opening for experienced worker. Full time position, good pay and benefits. Apply in person or call for appointment. Equal Opportunity Employer. Immediate opening for experienced worker. Full time position, good pay and benefits. Apply in person or call for appointment. Equal Opportunity Employer. Immediate opening for experienced worker. Full time position, good pay and benefits. Apply in person or call for appointment. Equal Opportunity Employer. Immediate opening for experienced worker. Full time position, good pay and benefits. Apply in person or call for appointment. Equal Opportunity Employer. bbox=[112, 1486, 187, 1609]
column-heading: 500 Help Wanted bbox=[381, 30, 470, 44]
classified-ad bbox=[476, 196, 578, 262]
ad-heading: CUSTOMER RELATIONS bbox=[210, 198, 276, 205]
ad-heading: JANITOR/ PORTER bbox=[709, 127, 770, 157]
ad-body-text: Immediate opening for experienced worker. Full time position, good pay and benefits. Apply in person or call for appointment. Equal Opportunity Employer. bbox=[302, 1334, 371, 1369]
ad-body-text: Immediate opening for experienced worker. Full time position, good pay and benefits. Apply in person or call for appointment. Equal Opportunity Employer. bbox=[687, 249, 791, 273]
ad-phone: 534-3035 bbox=[878, 193, 903, 199]
classified-ad bbox=[8, 991, 105, 1095]
classified-ad bbox=[112, 2256, 187, 2332]
ad-heading: GRINDER HANDS I.D.-O.D.-DED-TRU bbox=[476, 197, 578, 236]
ad-phone: 729-8123 bbox=[554, 134, 578, 141]
classified-ad bbox=[798, 370, 902, 422]
column-heading: 500 Help Wanted bbox=[194, 30, 292, 44]
ad-column-7 bbox=[581, 30, 683, 1335]
classified-ad bbox=[798, 46, 902, 145]
ad-body-text: Immediate opening for experienced worker. Full time position, good pay and benefits. Apply in person or call for appointment. Equal Opportunity Employer. Immediate opening for experienced worker. Full time position, good pay and benefits. Apply in person or call for appointment. Equal Opportunity Employer. bbox=[798, 378, 903, 419]
ad-heading: MACHINIST bbox=[599, 653, 665, 667]
classified-ad bbox=[8, 909, 105, 990]
ad-body-text: Immediate opening for experienced worker. Full time position, good pay and benefits. Apply in person or call for appointment. Equal Opportunity Employer. Immediate opening for experienced worker. Full time position, good pay and benefits. Apply in person or call for appointment. Equal Opportunity Employer. Immediate opening for experienced worker. Full time position, good pay and benefits. Apply in person or call for appointment. Equal Opportunity Employer. bbox=[584, 538, 680, 608]
column-heading: 500 Help Wanted bbox=[112, 30, 187, 44]
ad-heading: GROCERY PERSONNEL bbox=[494, 264, 560, 271]
classified-ad bbox=[112, 620, 187, 701]
ad-heading: BURGLAR ALARM INSTALLER bbox=[15, 48, 99, 54]
classified-ad bbox=[798, 202, 902, 277]
ad-heading: CONCORD PERSONNEL bbox=[599, 532, 665, 539]
ad-heading: CUSTOMER SERVICE COORDINATOR bbox=[213, 279, 273, 291]
classified-ad bbox=[112, 1798, 187, 1937]
ad-heading: HUDSON'S TWELVE OAKS bbox=[13, 1190, 100, 1216]
classified-ad bbox=[299, 1118, 375, 1240]
classified-ad bbox=[112, 702, 187, 818]
ad-heading: CNC PROGRAMMER/MACHINIST bbox=[112, 1283, 187, 1295]
classified-ad bbox=[381, 443, 470, 507]
ad-heading: CUSTODIAN SUBSTITUTES bbox=[205, 140, 280, 147]
ad-body-text: Immediate opening for experienced worker. Full time position, good pay and benefits. Apply in person or call for appointment. Equal Opportunity Employer. Immediate opening for experienced worker. Full time position, good pay and benefits. Apply in person or call for appointment. Equal Opportunity Employer. bbox=[476, 151, 578, 194]
classified-ad bbox=[194, 978, 292, 1030]
ad-heading: DESIGN ENGINEER bbox=[398, 445, 452, 451]
classified-ad bbox=[112, 2123, 187, 2256]
ad-heading: CATALOG CALLS bbox=[25, 814, 87, 844]
page-code: (S,F-5G)O9G bbox=[787, 21, 838, 30]
ad-phone: 532-3140 bbox=[163, 1928, 187, 1934]
classified-ad bbox=[585, 653, 680, 695]
page-header bbox=[0, 0, 846, 28]
ad-phone: 522-3472 bbox=[81, 617, 106, 623]
ad-heading: DIRECTOR OF DEVELOPMENT bbox=[315, 664, 358, 676]
ad-heading: COUNTER PERSON bbox=[122, 2334, 177, 2340]
ad-body-text: Immediate opening for experienced worker. Full time position, good pay and benefits. Apply in person or call for appointment. Equal Opportunity Employer. Immediate opening for experienced worker. Full time position, good pay and benefits. Apply in person or call for appointment. Equal Opportunity Employer. bbox=[692, 620, 787, 667]
ad-heading: 313-273-5870 bbox=[311, 1242, 361, 1270]
ad-heading: CHANGE HOUR LIVES bbox=[25, 911, 87, 917]
ad-body-text: Immediate opening for experienced worker. Full time position, good pay and benefits. Apply in person or call for appointment. Equal Opportunity Employer. Immediate opening for experienced worker. Full time position, good pay and benefits. Apply in person or call for appointment. Equal Opportunity Employer. bbox=[298, 675, 375, 740]
ad-phone: 531-8590 bbox=[656, 100, 680, 106]
ad-heading: CABLE INSTALLERS bbox=[28, 198, 85, 205]
ad-body-text: Immediate opening for experienced worker. Full time position, good pay and benefits. Apply in person or call for appointment. Equal Opportunity Employer. Immediate opening for experienced worker. Full time position, good pay and benefits. Apply in person or call for appointment. Equal Opportunity Employer. Immediate opening for experienced worker. Full time position, good pay and benefits. Apply in person or call for appointment. Equal Opportunity Employer. Immediate opening for experienced worker. Full time position, good pay and benefits. Apply in person or call for appointment. Equal Opportunity Employer. bbox=[584, 204, 680, 291]
ad-body-text: Immediate opening for experienced worker. Full time position, good pay and benefits. Apply in person or call for appointment. Equal Opportunity Employer. bbox=[799, 673, 902, 697]
ad-body-text: Immediate opening for experienced worker. Full time position, good pay and benefits. Apply in person or call for appointment. Equal Opportunity Employer. Immediate opening for experienced worker. Full time position, good pay and benefits. Apply in person or call for appointment. Equal Opportunity Employer. Immediate opening for experienced worker. Full time position, good pay and benefits. Apply in person or call for appointment. Equal Opportunity Employer. bbox=[193, 851, 292, 916]
classified-ad bbox=[381, 1021, 470, 1131]
classified-ad bbox=[8, 721, 105, 768]
ad-heading: CASHIER bbox=[136, 291, 163, 298]
classified-ad bbox=[8, 1243, 105, 1335]
ad-body-text: Immediate opening for experienced worker. Full time position, good pay and benefits. Apply in person or call for appointment. Equal Opportunity Employer. Immediate opening for experienced worker. Full time position, good pay and benefits. Apply in person or call for appointment. Equal Opportunity Employer. Immediate opening for experienced worker. Full time position, good pay and benefits. Apply in person or call for appointment. Equal Opportunity Employer. bbox=[112, 378, 187, 472]
ad-phone: 553-9420 bbox=[163, 361, 187, 367]
ad-body-text: Immediate opening for experienced worker. Full time position, good pay and benefits. Apply in person or call for appointment. Equal Opportunity Employer. Immediate opening for experienced worker. Full time position, good pay and benefits. Apply in person or call for appointment. Equal Opportunity Employer. bbox=[381, 877, 471, 929]
ad-body-text: Immediate opening for experienced worker. Full time position, good pay and benefits. Apply in person or call for appointment. Equal Opportunity Employer. bbox=[687, 543, 791, 568]
classified-ad bbox=[194, 792, 292, 844]
classified-ad bbox=[585, 378, 680, 476]
ad-body-text: Immediate opening for experienced worker. Full time position, good pay and benefits. Apply in person or call for appointment. Equal Opportunity Employer. Immediate opening for experienced worker. Full time position, good pay and benefits. Apply in person or call for appointment. Equal Opportunity Employer. Immediate opening for experienced worker. Full time position, good pay and benefits. Apply in person or call for appointment. Equal Opportunity Employer. Immediate opening for experienced worker. Full time position, good pay and benefits. Apply in person or call for appointment. Equal Opportunity Employer. bbox=[112, 164, 187, 287]
ad-heading: BUDGET RENT A CAR bbox=[194, 570, 291, 597]
